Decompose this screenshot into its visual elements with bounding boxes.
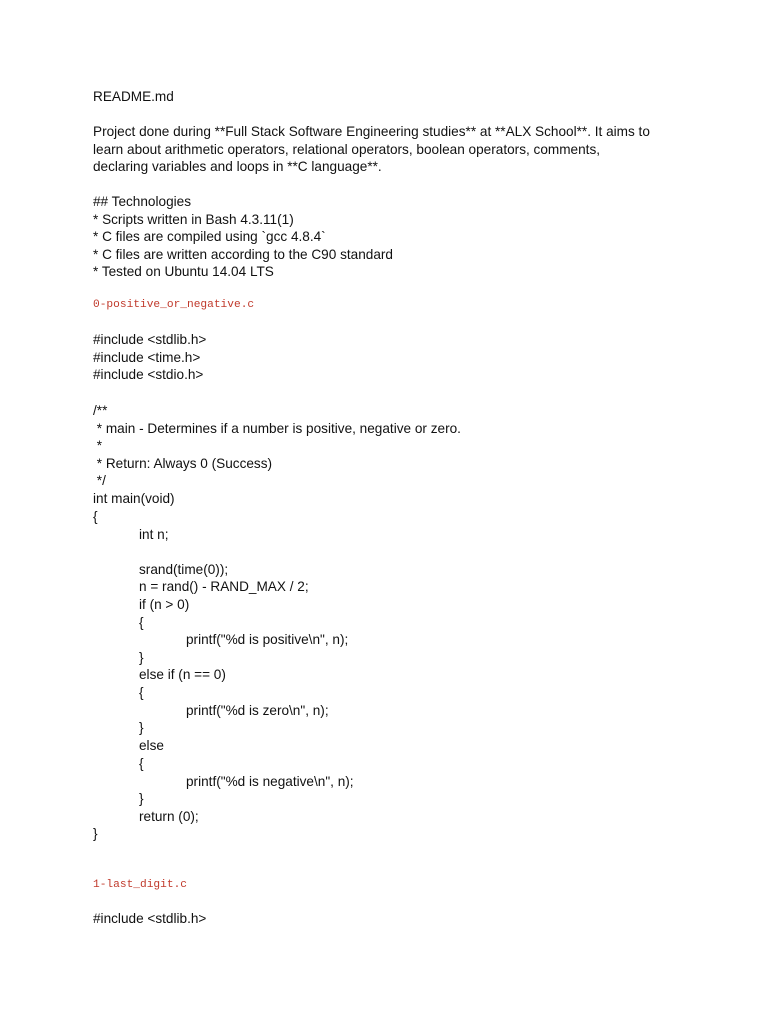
technology-item: * Scripts written in Bash 4.3.11(1) (93, 212, 294, 227)
code-comment: * (93, 438, 103, 453)
code-line: { (139, 685, 144, 700)
technology-item: * Tested on Ubuntu 14.04 LTS (93, 264, 274, 279)
code-line: } (93, 826, 98, 841)
code-comment: * main - Determines if a number is positive, negative or zero. (93, 421, 461, 436)
code-line: } (139, 650, 144, 665)
code-line: printf("%d is zero\n", n); (186, 703, 329, 718)
code-line: n = rand() - RAND_MAX / 2; (139, 579, 309, 594)
code-filename: 0-positive_or_negative.c (93, 299, 255, 311)
code-comment: * Return: Always 0 (Success) (93, 456, 273, 471)
code-line: return (0); (139, 809, 199, 824)
technologies-heading: ## Technologies (93, 194, 192, 209)
code-comment: /** (93, 403, 108, 418)
code-filename: 1-last_digit.c (93, 879, 187, 891)
code-line: } (139, 791, 144, 806)
code-line: #include <stdlib.h> (93, 911, 207, 926)
code-line: printf("%d is positive\n", n); (186, 632, 349, 647)
code-line: int main(void) (93, 491, 175, 506)
code-line: #include <time.h> (93, 350, 201, 365)
code-line: { (139, 756, 144, 771)
code-line: { (139, 615, 144, 630)
code-line: #include <stdio.h> (93, 367, 204, 382)
technology-item: * C files are compiled using `gcc 4.8.4` (93, 229, 326, 244)
intro-line: Project done during **Full Stack Software Engineering studies** at **ALX School**. It aims to (93, 124, 650, 139)
intro-line: learn about arithmetic operators, relational operators, boolean operators, comments, (93, 142, 601, 157)
code-line: int n; (139, 527, 169, 542)
code-line: { (93, 509, 98, 524)
code-line: #include <stdlib.h> (93, 332, 207, 347)
code-line: else if (n == 0) (139, 667, 226, 682)
document-title: README.md (93, 89, 174, 104)
code-comment: */ (93, 473, 106, 488)
code-line: srand(time(0)); (139, 562, 229, 577)
intro-line: declaring variables and loops in **C language**. (93, 159, 382, 174)
code-line: if (n > 0) (139, 597, 190, 612)
technology-item: * C files are written according to the C90 standard (93, 247, 393, 262)
code-line: printf("%d is negative\n", n); (186, 774, 354, 789)
code-line: } (139, 720, 144, 735)
code-line: else (139, 738, 164, 753)
